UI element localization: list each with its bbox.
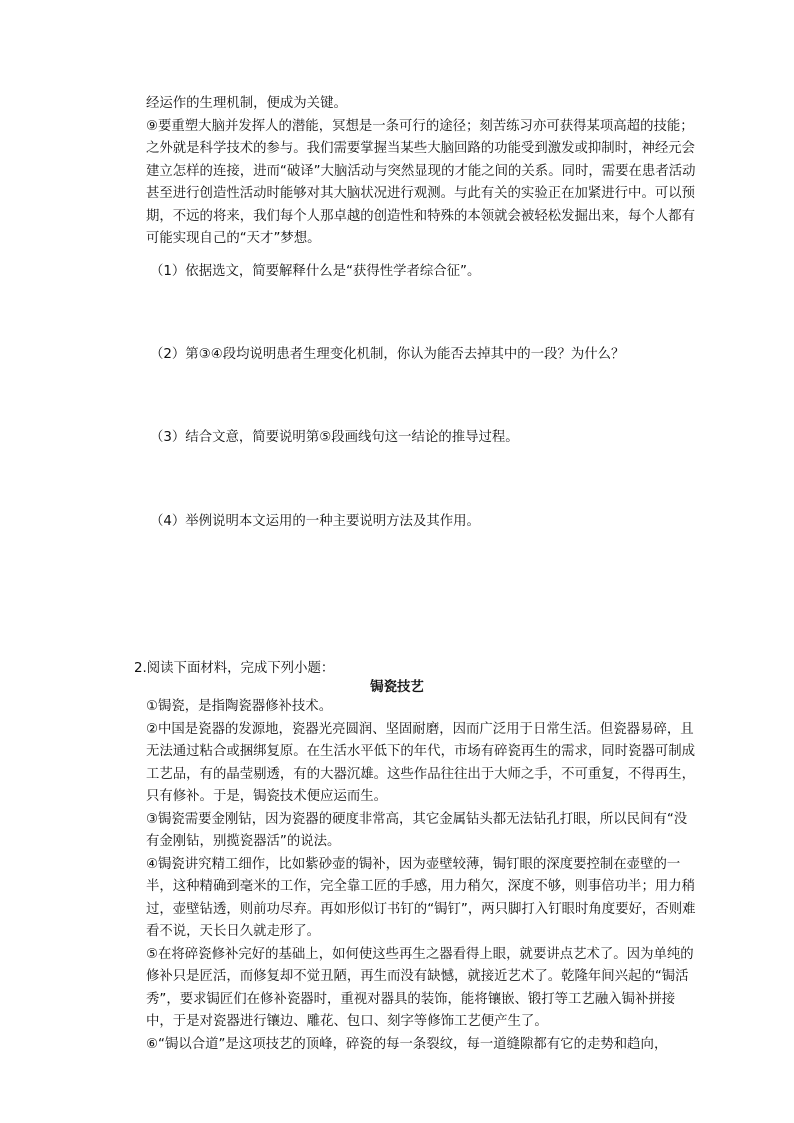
article-title: 锔瓷技艺 [370,680,424,695]
question-2: （2）第③④段均说明患者生理变化机制，你认为能否去掉其中的一段？为什么？ [150,347,625,362]
question-4: （4）举例说明本文运用的一种主要说明方法及其作用。 [150,514,480,529]
question-3: （3）结合文意，简要说明第⑤段画线句这一结论的推导过程。 [150,430,519,445]
paragraph: ⑨要重塑大脑并发挥人的潜能，冥想是一条可行的途径；刻苦练习亦可获得某项高超的技能；之外就是科学技术的参与。我们需要掌握当某些大脑回路的功能受到激发或抑制时，神经元会建立怎样的连接，进而“破译”大脑活动与突然显现的才能之间的关系。同时，需要在患者活动甚至进行创造性活动时能够对其大脑状况进行观测。与此有关的实验正在加紧进行中。可以预期，不远的将来，我们每个人那卓越的创造性和特殊的本领就会被轻松发掘出来，每个人都有可能实现自己的“天才”梦想。 [146,118,696,246]
paragraph: ⑥“锔以合道”是这项技艺的顶峰，碎瓷的每一条裂纹，每一道缝隙都有它的走势和趋向， [146,1036,668,1052]
paragraph: ①锔瓷，是指陶瓷器修补技术。 [146,699,333,714]
question-1: （1）依据选文，简要解释什么是“获得性学者综合征”。 [150,264,481,279]
part2-text [146,696,698,1056]
part1-text [146,93,698,251]
paragraph: ③锔瓷需要金刚钻，因为瓷器的硬度非常高，其它金属钻头都无法钻孔打眼，所以民间有“没有金刚钻，别揽瓷器活”的说法。 [146,811,688,849]
paragraph: ⑤在将碎瓷修补完好的基础上，如何使这些再生之器看得上眼，就要讲点艺术了。因为单纯的修补只是匠活，而修复却不觉丑陋，再生而没有缺憾，就接近艺术了。乾隆年间兴起的“锔活秀”，要求锔匠们在修补瓷器时，重视对器具的装饰，能将镶嵌、锻打等工艺融入锔补拼接中，于是对瓷器进行镶边、雕花、包口、刻字等修饰工艺便产生了。 [146,946,694,1029]
paragraph: ②中国是瓷器的发源地，瓷器光亮圆润、坚固耐磨，因而广泛用于日常生活。但瓷器易碎，且无法通过粘合或捆绑复原。在生活水平低下的年代，市场有碎瓷再生的需求，同时瓷器可制成工艺品，有的晶莹剔透，有的大器沉雄。这些作品往往出于大师之手，不可重复，不得再生，只有修补。于是，锔瓷技术便应运而生。 [146,721,696,804]
paragraph: 经运作的生理机制，便成为关键。 [146,96,347,111]
section-heading: 2.阅读下面材料，完成下列小题： [134,661,335,676]
paragraph: ④锔瓷讲究精工细作，比如紫砂壶的锔补，因为壶壁较薄，锔钉眼的深度要控制在壶壁的一半，这种精确到毫米的工作，完全靠工匠的手感，用力稍欠，深度不够，则事倍功半；用力稍过，壶壁钻透，则前功尽弃。再如形似订书钉的“锔钉”，两只脚打入钉眼时角度要好，否则难看不说，天长日久就走形了。 [146,856,696,939]
